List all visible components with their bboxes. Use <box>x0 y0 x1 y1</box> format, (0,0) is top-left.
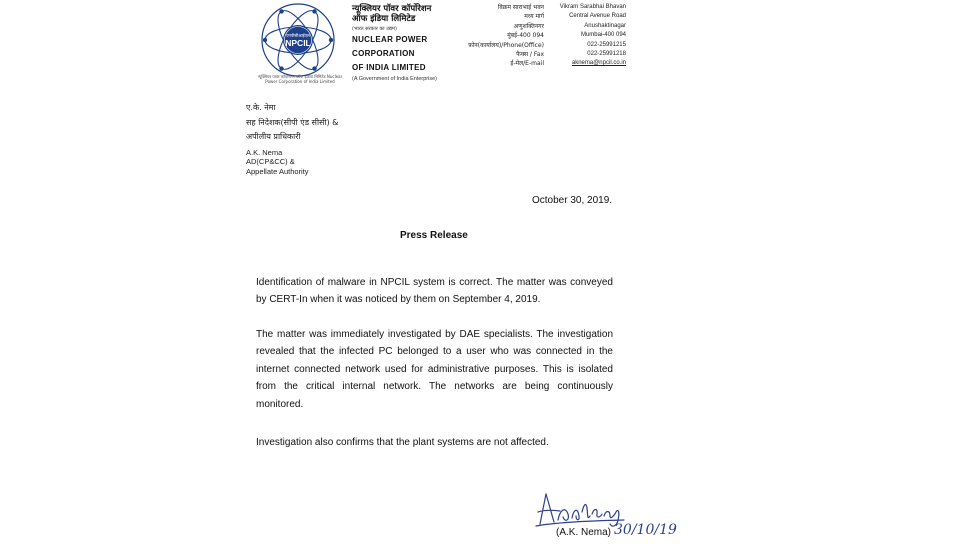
address-value: Mumbai-400 094 <box>580 32 626 39</box>
address-value: Anushaktinagar <box>584 22 626 29</box>
body-paragraph: Identification of malware in NPCIL system is correct. The matter was conveyed by CERT-In when it was noticed by them on September 4, 2019. <box>256 277 613 306</box>
email-link[interactable]: aknema@npcil.co.in <box>571 60 626 67</box>
address-value: Central Avenue Road <box>569 13 626 20</box>
sender-hindi-authority: अपीलीय प्राधिकारी <box>246 132 301 141</box>
address-label: मुंबई-400 094 <box>507 32 544 40</box>
address-label: फ़ोन(कार्यालय)/Phone(Office) <box>468 41 544 49</box>
company-name-block <box>352 4 462 83</box>
signatory-name: (A.K. Nema) <box>556 527 612 538</box>
sender-hindi-name: ए.के. नेमा <box>246 103 276 112</box>
document-title: Press Release <box>400 230 468 241</box>
address-value: Vikram Sarabhai Bhavan <box>559 4 626 10</box>
logo-caption: न्यूक्लियर पावर कॉर्पोरेशन ऑफ इंडिया लिमिटेड Nuclear Power Corporation of India Limited <box>257 74 343 84</box>
phone-value: 022-25991215 <box>587 41 626 48</box>
company-english-line3: OF INDIA LIMITED <box>352 63 426 72</box>
address-values <box>548 3 626 69</box>
body-paragraph: The matter was immediately investigated by DAE specialists. The investigation revealed that the infected PC belonged to a user who was connected in the internet connected network used for administrative purposes. This is isolated from the critical internal network. The networks are being continuously monitored. <box>256 329 613 410</box>
address-label: अणुशक्तिनगर <box>513 22 544 30</box>
sender-authority: Appellate Authority <box>246 166 309 176</box>
sender-hindi-designation: सह निदेशक(सीपी एंड सीसी) & <box>246 117 339 127</box>
company-hindi-line2: ऑफ इंडिया लिमिटेड <box>352 14 416 24</box>
address-label: विक्रम साराभाई भवन <box>497 4 544 11</box>
address-labels <box>448 3 544 69</box>
npcil-atom-icon <box>260 2 336 78</box>
sender-name: A.K. Nema <box>246 147 283 157</box>
logo-acronym: NPCIL <box>285 38 311 48</box>
handwritten-date: 30/10/19 <box>614 522 677 538</box>
sender-block <box>246 101 338 176</box>
logo-arc-text: एनपीसीआईएल <box>286 33 310 38</box>
sender-designation: AD(CP&CC) & <box>246 157 295 167</box>
company-english-sub: (A Government of India Enterprise) <box>352 76 437 82</box>
npcil-logo <box>260 2 336 78</box>
fax-value: 022-25991218 <box>587 50 626 57</box>
letter-date: October 30, 2019. <box>532 195 613 206</box>
company-hindi-line1: न्यूक्लियर पॉवर कॉर्पोरेशन <box>352 4 432 14</box>
company-english-line1: NUCLEAR POWER <box>352 35 428 44</box>
body-paragraph: Investigation also confirms that the plant systems are not affected. <box>256 437 549 448</box>
address-label: ई-मेल/E-mail <box>510 60 544 68</box>
company-english-line2: CORPORATION <box>352 49 415 58</box>
company-hindi-sub: (भारत सरकार का उद्यम) <box>352 26 397 32</box>
address-label: मध्य मार्ग <box>524 13 544 21</box>
address-label: फैक्स / Fax <box>516 50 544 58</box>
